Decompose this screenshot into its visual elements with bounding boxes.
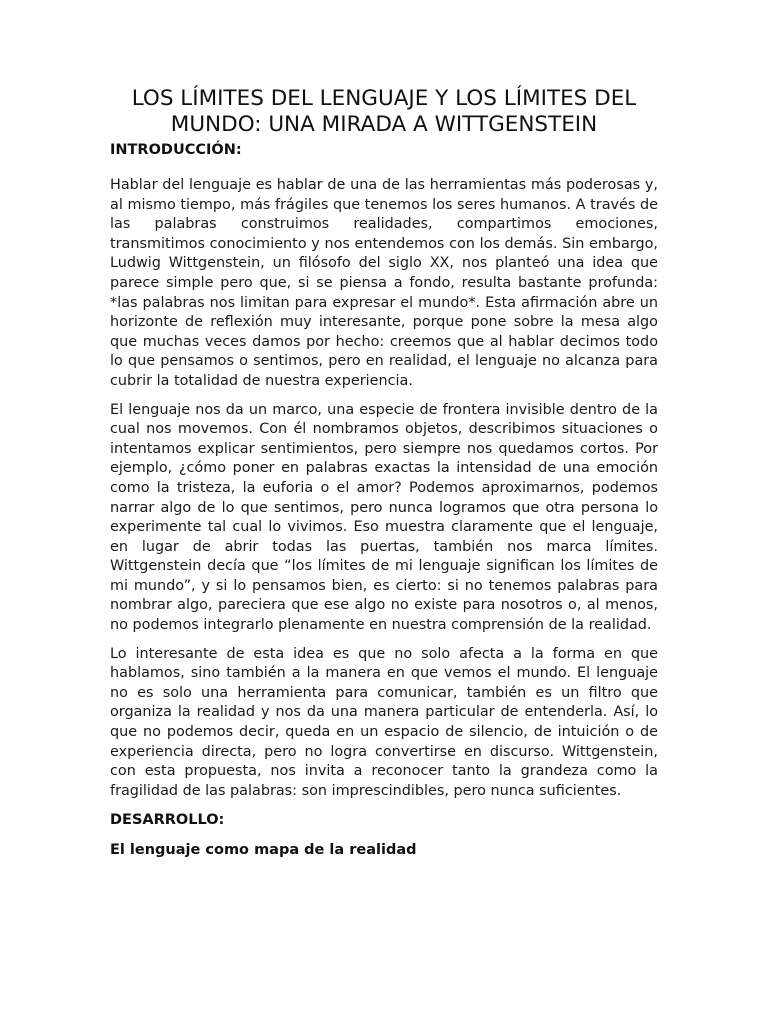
- paragraph: Lo interesante de esta idea es que no solo afecta a la forma en que hablamos, sino también a la manera en que vemos el mundo. El lenguaje no es solo una herramienta para comunicar, también es un filtro que organiza la realidad y nos da una manera particular de entenderla. Así, lo que no podemos decir, queda en un espacio de silencio, de intuición o de experiencia directa, pero no logra convertirse en discurso. Wittgenstein, con esta propuesta, nos invita a reconocer tanto la grandeza como la fragilidad de las palabras: son imprescindibles, pero nunca suficientes.: [110, 645, 658, 799]
- paragraph: El lenguaje nos da un marco, una especie de frontera invisible dentro de la cual nos movemos. Con él nombramos objetos, describimos situaciones o intentamos explicar sentimientos, pero siempre nos quedamos cortos. Por ejemplo, ¿cómo poner en palabras exactas la intensidad de una emoción como la tristeza, la euforia o el amor? Podemos aproximarnos, podemos narrar algo de lo que sentimos, pero nunca logramos que otra persona lo experimente tal cual lo vivimos. Eso muestra claramente que el lenguaje, en lugar de abrir todas las puertas, también nos marca límites. Wittgenstein decía que “los límites de mi lenguaje significan los límites de mi mundo”, y si lo pensamos bien, es cierto: si no tenemos palabras para nombrar algo, pareciera que ese algo no existe para nosotros o, al menos, no podemos integrarlo plenamente en nuestra comprensión de la realidad.: [110, 401, 658, 634]
- document-page: [110, 86, 658, 860]
- subsection-heading: El lenguaje como mapa de la realidad: [110, 842, 417, 859]
- section-heading-desarrollo: DESARROLLO:: [110, 812, 225, 829]
- paragraph: Hablar del lenguaje es hablar de una de las herramientas más poderosas y, al mismo tiempo, más frágiles que tenemos los seres humanos. A través de las palabras construimos realidades, compartimos emociones, transmitimos conocimiento y nos entendemos con los demás. Sin embargo, Ludwig Wittgenstein, un filósofo del siglo XX, nos planteó una idea que parece simple pero que, si se piensa a fondo, resulta bastante profunda: *las palabras nos limitan para expresar el mundo*. Esta afirmación abre un horizonte de reflexión muy interesante, porque pone sobre la mesa algo que muchas veces damos por hecho: creemos que al hablar decimos todo lo que pensamos o sentimos, pero en realidad, el lenguaje no alcanza para cubrir la totalidad de nuestra experiencia.: [110, 177, 658, 389]
- document-title: LOS LÍMITES DEL LENGUAJE Y LOS LÍMITES DEL MUNDO: UNA MIRADA A WITTGENSTEIN: [131, 86, 637, 137]
- section-heading-introduccion: INTRODUCCIÓN:: [110, 142, 242, 158]
